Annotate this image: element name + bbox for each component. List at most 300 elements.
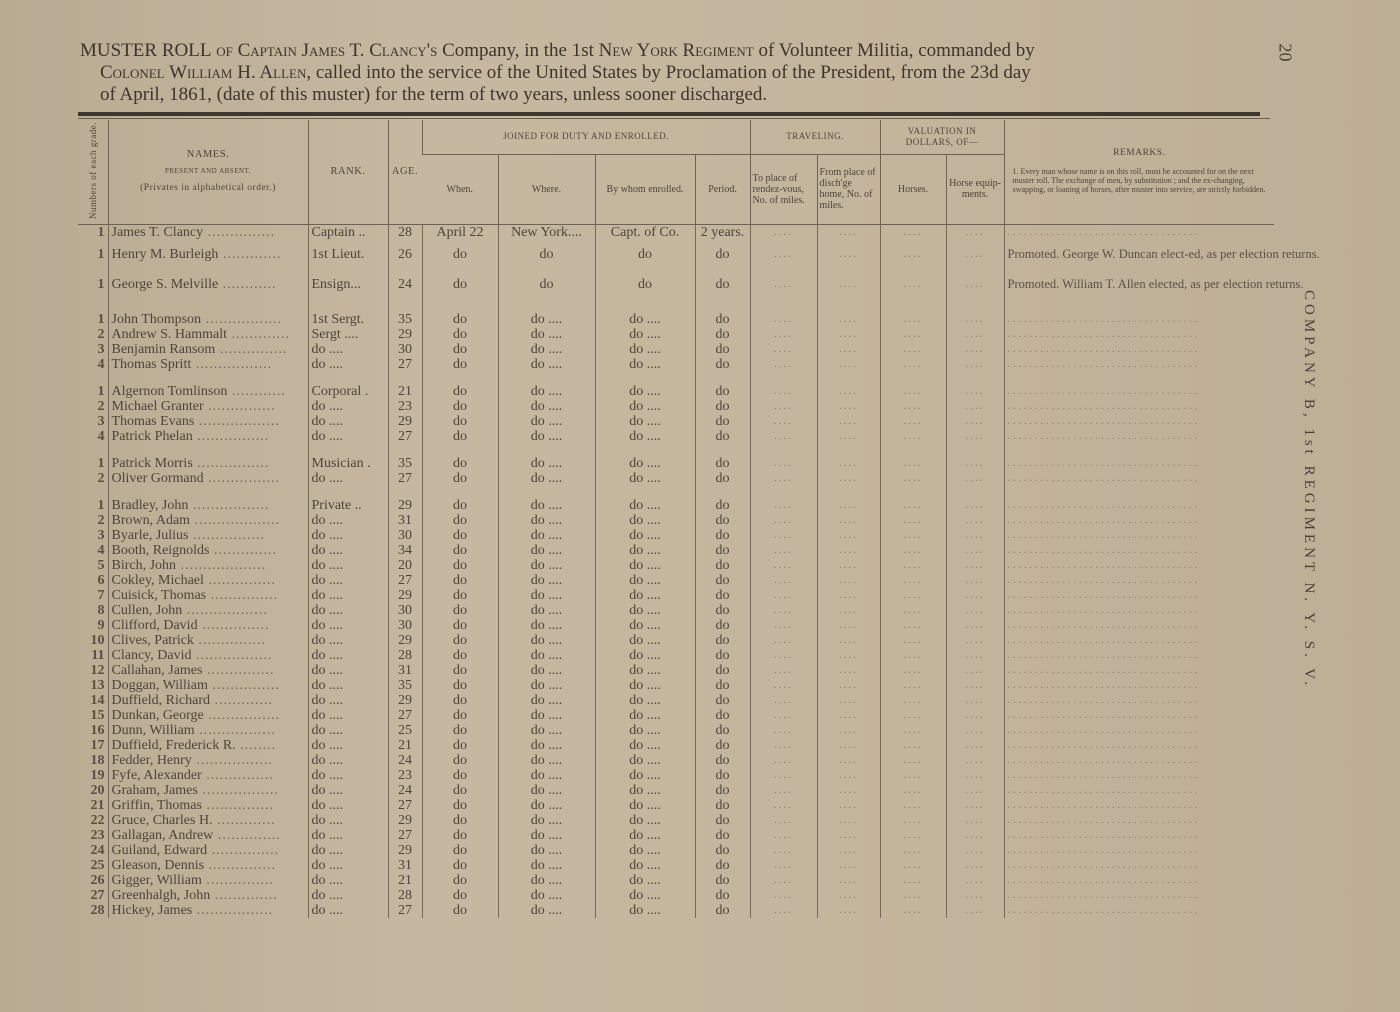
rank: do .... (308, 399, 388, 414)
rank: do .... (308, 828, 388, 843)
table-row (78, 708, 1274, 723)
soldier-name (108, 456, 308, 471)
horse-equipment-value: .... (946, 456, 1004, 471)
horses-value: .... (880, 384, 946, 399)
joined-where: do .... (498, 543, 595, 558)
from-place-miles: .... (817, 693, 880, 708)
from-place-miles: .... (817, 498, 880, 513)
grade-number: 25 (90, 857, 105, 873)
gap-cell (880, 486, 946, 498)
table-row (78, 648, 1274, 663)
horse-equipment-value: .... (946, 270, 1004, 300)
dot-leader: ............. (226, 326, 290, 342)
horse-equipment-value: .... (946, 873, 1004, 888)
joined-where: do .... (498, 678, 595, 693)
soldier-name (108, 858, 308, 873)
enrolled-by: do .... (595, 813, 695, 828)
gap-cell (308, 444, 388, 456)
soldier-name (108, 663, 308, 678)
horses-value: .... (880, 357, 946, 372)
age: 29 (388, 693, 422, 708)
name-text: Bradley, John (111, 497, 189, 513)
name-text: Doggan, William (111, 677, 208, 693)
rank: Musician . (308, 456, 388, 471)
grade-number: 2 (97, 470, 105, 486)
joined-where: do (498, 240, 595, 270)
to-place-miles: .... (750, 678, 817, 693)
to-place-miles: .... (750, 648, 817, 663)
header-from-place: From place of disch'ge home, No. of miles. (817, 154, 880, 224)
name-text: Oliver Gormand (111, 470, 204, 486)
joined-where: do .... (498, 738, 595, 753)
horses-value: .... (880, 648, 946, 663)
period: do (695, 573, 750, 588)
horses-value: .... (880, 888, 946, 903)
header-names (108, 120, 308, 224)
to-place-miles: .... (750, 528, 817, 543)
horses-value: .... (880, 873, 946, 888)
dot-leader: ............... (193, 632, 266, 648)
joined-where: do .... (498, 558, 595, 573)
age: 24 (388, 753, 422, 768)
gap-cell (695, 486, 750, 498)
rank: do .... (308, 903, 388, 918)
header-valuation: VALUATION IN DOLLARS, OF— (880, 120, 1004, 154)
remarks (1004, 399, 1274, 414)
rank: do .... (308, 798, 388, 813)
table-row (78, 618, 1274, 633)
remark-filler: ................................... (1007, 385, 1201, 397)
joined-where: do .... (498, 384, 595, 399)
from-place-miles: .... (817, 528, 880, 543)
table-row (78, 573, 1274, 588)
rank: do .... (308, 888, 388, 903)
from-place-miles: .... (817, 414, 880, 429)
remark-filler: ................................... (1007, 313, 1201, 325)
from-place-miles: .... (817, 753, 880, 768)
horse-equipment-value: .... (946, 588, 1004, 603)
dot-leader: ............... (197, 617, 270, 633)
age: 34 (388, 543, 422, 558)
dot-leader: ................ (188, 527, 265, 543)
name-text: Clancy, David (111, 647, 192, 663)
name-text: Patrick Morris (111, 455, 193, 471)
table-row (78, 327, 1274, 342)
to-place-miles: .... (750, 768, 817, 783)
title-colonel: Colonel William H. Allen, (100, 62, 312, 83)
horses-value: .... (880, 783, 946, 798)
gap-cell (388, 300, 422, 312)
grade-number: 2 (97, 326, 105, 342)
dot-leader: ................ (203, 470, 281, 486)
header-where: Where. (498, 154, 595, 224)
period: do (695, 357, 750, 372)
period: do (695, 768, 750, 783)
enrolled-by: do .... (595, 513, 695, 528)
remark-filler: ................................... (1007, 589, 1201, 601)
period: do (695, 708, 750, 723)
to-place-miles: .... (750, 224, 817, 240)
rank: do .... (308, 558, 388, 573)
gap-cell (108, 372, 308, 384)
table-row (78, 798, 1274, 813)
remarks (1004, 693, 1274, 708)
grade-number: 18 (90, 752, 105, 768)
gap-cell (817, 444, 880, 456)
enrolled-by: do .... (595, 903, 695, 918)
header-remarks-note: 1. Every man whose name is on this roll, must be accounted for on the next muster roll. The exchange of men, by substitution ; and the ex-changing, swapping, or loaning of horses, after muster into service, are strictly forbidden. (1012, 166, 1266, 194)
joined-when: do (422, 723, 498, 738)
joined-where: do .... (498, 588, 595, 603)
rank: Captain .. (308, 224, 388, 240)
remark-filler: ................................... (1007, 559, 1201, 571)
gap-cell (422, 372, 498, 384)
enrolled-by: do .... (595, 618, 695, 633)
name-text: Cokley, Michael (111, 572, 204, 588)
gap-cell (750, 300, 817, 312)
period: do (695, 888, 750, 903)
rank: do .... (308, 633, 388, 648)
horse-equipment-value: .... (946, 798, 1004, 813)
name-text: Cuisick, Thomas (111, 587, 207, 603)
grade-number: 1 (97, 224, 105, 240)
to-place-miles: .... (750, 240, 817, 270)
remarks (1004, 618, 1274, 633)
grade-number: 3 (97, 527, 105, 543)
to-place-miles: .... (750, 573, 817, 588)
horses-value: .... (880, 270, 946, 300)
soldier-name (108, 558, 308, 573)
joined-where: do .... (498, 528, 595, 543)
dot-leader: ............... (204, 857, 277, 873)
rank: do .... (308, 429, 388, 444)
age: 31 (388, 513, 422, 528)
dot-leader: ............... (215, 341, 288, 357)
soldier-name (108, 588, 308, 603)
horse-equipment-value: .... (946, 573, 1004, 588)
from-place-miles: .... (817, 429, 880, 444)
joined-when: do (422, 738, 498, 753)
remarks (1004, 357, 1274, 372)
enrolled-by: do .... (595, 342, 695, 357)
age: 24 (388, 270, 422, 300)
rank: do .... (308, 753, 388, 768)
rank: do .... (308, 471, 388, 486)
remark-filler: ................................... (1007, 829, 1201, 841)
enrolled-by: do .... (595, 429, 695, 444)
title-line-2 (80, 62, 1260, 84)
table-row (78, 456, 1274, 471)
dot-leader: .............. (210, 887, 278, 903)
remark-filler: ................................... (1007, 904, 1201, 916)
period: do (695, 588, 750, 603)
remark-filler: ................................... (1007, 358, 1201, 370)
joined-when: do (422, 543, 498, 558)
to-place-miles: .... (750, 588, 817, 603)
soldier-name (108, 543, 308, 558)
gap-cell (308, 300, 388, 312)
horses-value: .... (880, 618, 946, 633)
gap-cell (695, 372, 750, 384)
dot-leader: ................. (197, 782, 279, 798)
soldier-name (108, 224, 308, 240)
soldier-name (108, 312, 308, 327)
dot-leader: .............. (213, 827, 281, 843)
name-text: George S. Melville (111, 277, 219, 293)
joined-when: do (422, 648, 498, 663)
age: 21 (388, 873, 422, 888)
table-row (78, 663, 1274, 678)
rank: Sergt .... (308, 327, 388, 342)
to-place-miles: .... (750, 858, 817, 873)
joined-when: do (422, 858, 498, 873)
table-row (78, 588, 1274, 603)
enrolled-by: do .... (595, 858, 695, 873)
table-row (78, 678, 1274, 693)
table-row (78, 813, 1274, 828)
name-text: Thomas Spritt (111, 356, 192, 372)
grade-number: 4 (97, 356, 105, 372)
title-line-3: of April, 1861, (date of this muster) for the term of two years, unless sooner discharged. (100, 84, 768, 105)
remarks (1004, 633, 1274, 648)
header-names-title: NAMES. (186, 149, 230, 161)
horse-equipment-value: .... (946, 558, 1004, 573)
grade-number: 1 (97, 455, 105, 471)
gap-cell (595, 444, 695, 456)
age: 35 (388, 456, 422, 471)
horses-value: .... (880, 678, 946, 693)
gap-cell (880, 444, 946, 456)
joined-when: do (422, 573, 498, 588)
rank: do .... (308, 813, 388, 828)
horses-value: .... (880, 240, 946, 270)
to-place-miles: .... (750, 558, 817, 573)
joined-when: do (422, 498, 498, 513)
joined-when: do (422, 753, 498, 768)
to-place-miles: .... (750, 903, 817, 918)
grade-number: 24 (90, 842, 105, 858)
gap-cell (388, 372, 422, 384)
horses-value: .... (880, 588, 946, 603)
joined-when: do (422, 633, 498, 648)
to-place-miles: .... (750, 723, 817, 738)
joined-where: do .... (498, 783, 595, 798)
joined-when: do (422, 678, 498, 693)
age: 27 (388, 471, 422, 486)
header-remarks (1004, 120, 1274, 224)
joined-when: do (422, 873, 498, 888)
header-horse-equipments: Horse equip-ments. (946, 154, 1004, 224)
title-rule-thin (78, 118, 1270, 119)
gap-cell (817, 372, 880, 384)
age: 26 (388, 240, 422, 270)
horse-equipment-value: .... (946, 813, 1004, 828)
grade-number: 4 (97, 542, 105, 558)
grade-number: 2 (97, 398, 105, 414)
header-horses: Horses. (880, 154, 946, 224)
soldier-name (108, 633, 308, 648)
remark-filler: ................................... (1007, 574, 1201, 586)
remark-filler: ................................... (1007, 499, 1201, 511)
horse-equipment-value: .... (946, 342, 1004, 357)
name-text: Patrick Phelan (111, 428, 193, 444)
dot-leader: ................. (191, 356, 273, 372)
joined-when: do (422, 456, 498, 471)
enrolled-by: do .... (595, 648, 695, 663)
horse-equipment-value: .... (946, 429, 1004, 444)
horses-value: .... (880, 738, 946, 753)
joined-where: do .... (498, 858, 595, 873)
table-row (78, 270, 1274, 300)
from-place-miles: .... (817, 558, 880, 573)
enrolled-by: do .... (595, 828, 695, 843)
gap-cell (946, 372, 1004, 384)
horse-equipment-value: .... (946, 843, 1004, 858)
remarks (1004, 873, 1274, 888)
remarks (1004, 603, 1274, 618)
remark-filler: ................................... (1007, 529, 1201, 541)
joined-when: do (422, 663, 498, 678)
table-row (78, 903, 1274, 918)
dot-leader: ................. (188, 497, 270, 513)
horses-value: .... (880, 573, 946, 588)
gap-cell (595, 486, 695, 498)
period: do (695, 384, 750, 399)
to-place-miles: .... (750, 708, 817, 723)
grade-number: 1 (97, 311, 105, 327)
remarks (1004, 798, 1274, 813)
joined-when: do (422, 828, 498, 843)
from-place-miles: .... (817, 224, 880, 240)
age: 29 (388, 414, 422, 429)
table-row (78, 498, 1274, 513)
gap-cell (498, 300, 595, 312)
rank: do .... (308, 573, 388, 588)
gap-cell (750, 444, 817, 456)
age: 21 (388, 384, 422, 399)
joined-where: do .... (498, 399, 595, 414)
soldier-name (108, 618, 308, 633)
remarks (1004, 471, 1274, 486)
enrolled-by: do .... (595, 384, 695, 399)
gap-cell (1004, 372, 1274, 384)
remarks (1004, 663, 1274, 678)
header-traveling: TRAVELING. (750, 120, 880, 154)
name-text: Michael Granter (111, 398, 204, 414)
table-row (78, 768, 1274, 783)
grade-number: 22 (90, 812, 105, 828)
table-row (78, 723, 1274, 738)
soldier-name (108, 903, 308, 918)
dot-leader: ........ (235, 737, 277, 753)
age: 30 (388, 528, 422, 543)
rank: do .... (308, 618, 388, 633)
to-place-miles: .... (750, 843, 817, 858)
grade-number: 23 (90, 827, 105, 843)
joined-when: do (422, 429, 498, 444)
remarks (1004, 558, 1274, 573)
period: do (695, 603, 750, 618)
gap-cell (78, 486, 108, 498)
enrolled-by: do .... (595, 498, 695, 513)
rank: Private .. (308, 498, 388, 513)
enrolled-by: do .... (595, 603, 695, 618)
enrolled-by: do .... (595, 663, 695, 678)
dot-leader: .................. (182, 602, 268, 618)
remark-filler: ................................... (1007, 649, 1201, 661)
period: do (695, 618, 750, 633)
gap-cell (695, 444, 750, 456)
rank: do .... (308, 588, 388, 603)
remark-filler: ................................... (1007, 694, 1201, 706)
from-place-miles: .... (817, 783, 880, 798)
horses-value: .... (880, 399, 946, 414)
age: 31 (388, 858, 422, 873)
rank: do .... (308, 663, 388, 678)
grade-number: 16 (90, 722, 105, 738)
group-gap (78, 372, 1274, 384)
joined-where: do .... (498, 903, 595, 918)
title-regiment: New York Regiment (598, 40, 754, 61)
joined-where: do .... (498, 708, 595, 723)
rank: do .... (308, 738, 388, 753)
joined-where: do .... (498, 573, 595, 588)
soldier-name (108, 723, 308, 738)
soldier-name (108, 270, 308, 300)
table-row (78, 357, 1274, 372)
rank: do .... (308, 708, 388, 723)
period: do (695, 240, 750, 270)
period: do (695, 513, 750, 528)
table-row (78, 513, 1274, 528)
period: do (695, 270, 750, 300)
enrolled-by: do .... (595, 633, 695, 648)
gap-cell (880, 300, 946, 312)
gap-cell (595, 300, 695, 312)
horses-value: .... (880, 903, 946, 918)
age: 28 (388, 648, 422, 663)
to-place-miles: .... (750, 753, 817, 768)
joined-where: do .... (498, 693, 595, 708)
joined-when: do (422, 414, 498, 429)
remark-filler: ................................... (1007, 724, 1201, 736)
name-text: Dunn, William (111, 722, 195, 738)
dot-leader: ............... (203, 572, 276, 588)
period: do (695, 342, 750, 357)
enrolled-by: do .... (595, 708, 695, 723)
period: do (695, 903, 750, 918)
table-row (78, 399, 1274, 414)
joined-where: New York.... (498, 224, 595, 240)
gap-cell (946, 300, 1004, 312)
table-row (78, 342, 1274, 357)
header-age: AGE. (388, 120, 422, 224)
joined-where: do .... (498, 648, 595, 663)
horses-value: .... (880, 498, 946, 513)
to-place-miles: .... (750, 429, 817, 444)
soldier-name (108, 813, 308, 828)
remarks (1004, 312, 1274, 327)
horse-equipment-value: .... (946, 603, 1004, 618)
horses-value: .... (880, 723, 946, 738)
from-place-miles: .... (817, 633, 880, 648)
name-text: Cullen, John (111, 602, 183, 618)
horses-value: .... (880, 708, 946, 723)
joined-when: do (422, 813, 498, 828)
joined-where: do .... (498, 768, 595, 783)
to-place-miles: .... (750, 456, 817, 471)
dot-leader: ............... (207, 677, 280, 693)
